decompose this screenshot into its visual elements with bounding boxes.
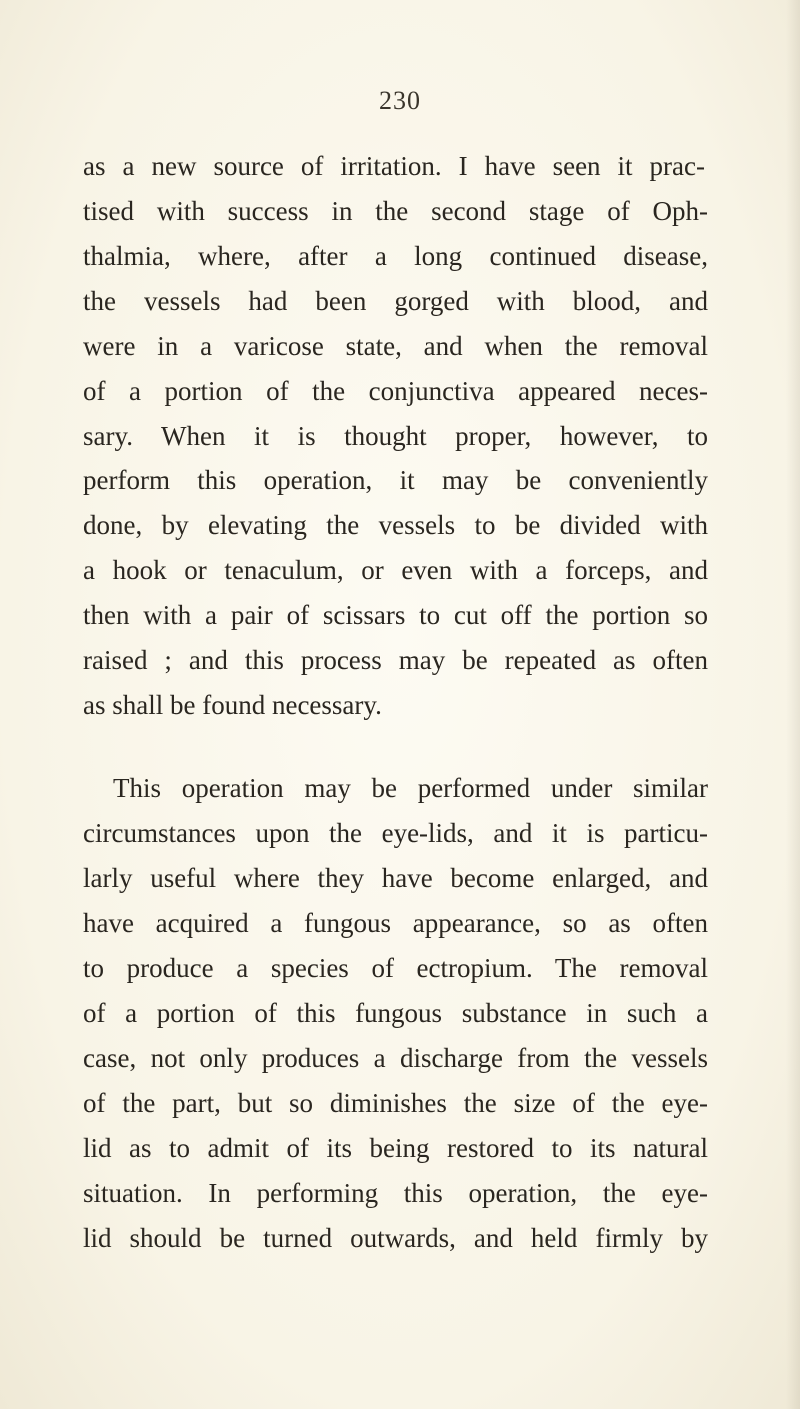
page-number: 230 — [379, 86, 421, 115]
text-line: of a portion of this fungous substance in such a — [83, 998, 708, 1028]
text-line: to produce a species of ectropium. The removal — [83, 953, 708, 983]
text-line: lid as to admit of its being restored to its natural — [83, 1133, 708, 1163]
text-line: then with a pair of scissars to cut off the portion so — [83, 600, 708, 630]
text-line: done, by elevating the vessels to be divided with — [83, 510, 708, 540]
text-line: situation. In performing this operation, the eye- — [83, 1178, 708, 1208]
text-line: the vessels had been gorged with blood, and — [83, 286, 708, 316]
text-line: perform this operation, it may be conveniently — [83, 465, 708, 495]
text-line: were in a varicose state, and when the removal — [83, 331, 708, 361]
text-line: tised with success in the second stage of Oph- — [83, 196, 708, 226]
text-line: of the part, but so diminishes the size of the eye- — [83, 1088, 708, 1118]
text-line: as a new source of irritation. I have seen it prac- — [83, 151, 705, 181]
text-line: have acquired a fungous appearance, so as often — [83, 908, 708, 938]
text-line: circumstances upon the eye-lids, and it is particu- — [83, 818, 708, 848]
text-line: a hook or tenaculum, or even with a forceps, and — [83, 555, 708, 585]
text-line: lid should be turned outwards, and held firmly by — [83, 1223, 708, 1253]
text-line: case, not only produces a discharge from the vessels — [83, 1043, 708, 1073]
text-line: larly useful where they have become enlarged, and — [83, 863, 708, 893]
page-edge-shadow — [786, 0, 800, 1409]
text-line: of a portion of the conjunctiva appeared neces- — [83, 376, 708, 406]
text-line: raised ; and this process may be repeated as often — [83, 645, 708, 675]
text-line: thalmia, where, after a long continued disease, — [83, 241, 708, 271]
text-line: sary. When it is thought proper, however, to — [83, 421, 708, 451]
text-line: as shall be found necessary. — [83, 690, 382, 720]
text-line: This operation may be performed under similar — [113, 773, 708, 803]
